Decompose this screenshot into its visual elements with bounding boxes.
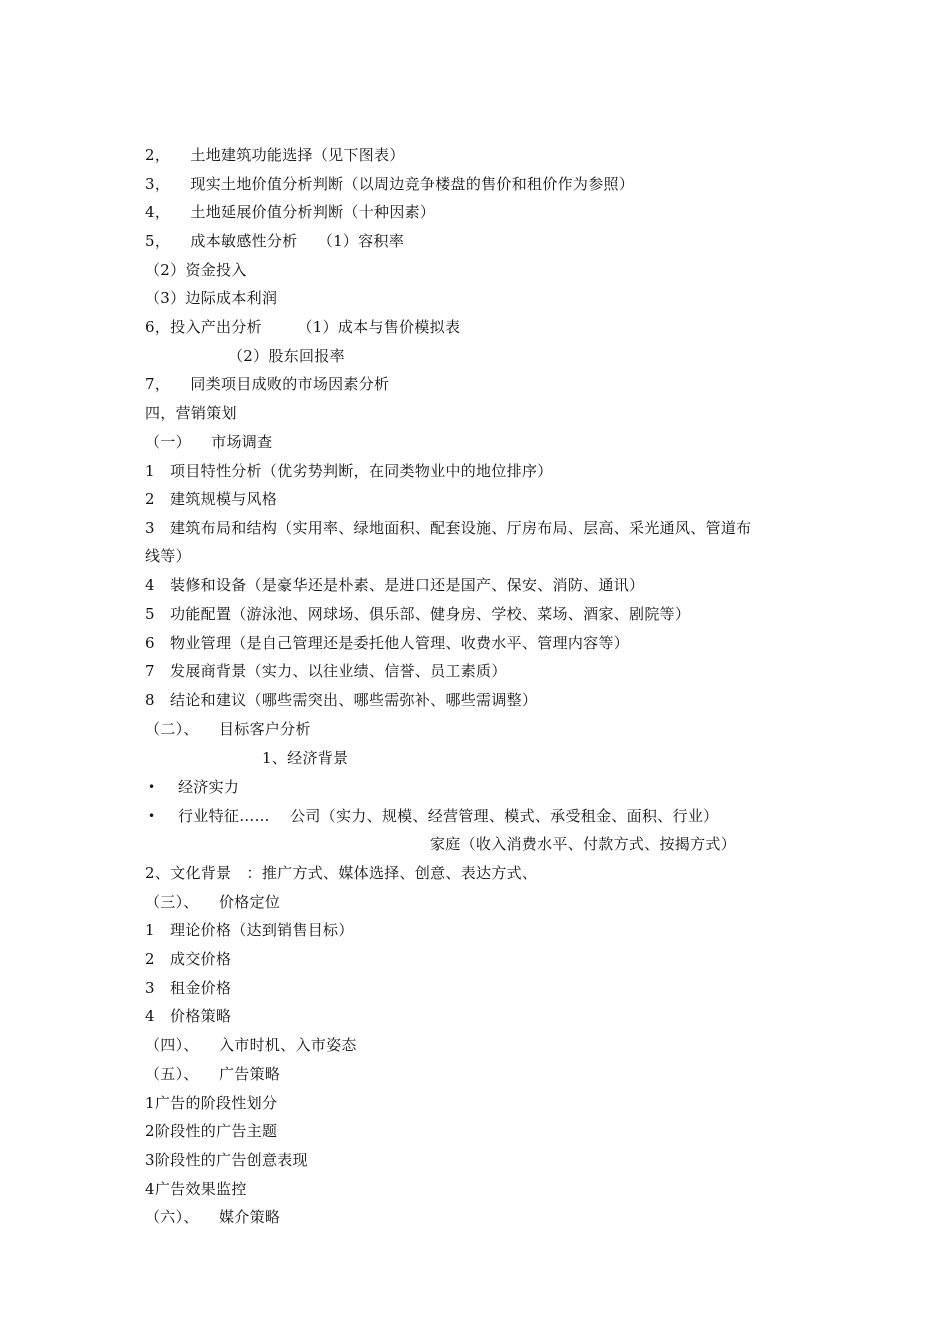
text-line: （2）股东回报率: [228, 347, 345, 365]
text-line: 3 建筑布局和结构（实用率、绿地面积、配套设施、厅房布局、层高、采光通风、管道布: [145, 519, 752, 537]
text-line: 7 发展商背景（实力、以往业绩、信誉、员工素质）: [145, 662, 507, 680]
text-line: 4 价格策略: [145, 1007, 232, 1025]
text-line: 6 物业管理（是自己管理还是委托他人管理、收费水平、管理内容等）: [145, 634, 630, 652]
text-line: （3）边际成本利润: [145, 289, 278, 307]
text-line: 3， 现实土地价值分析判断（以周边竞争楼盘的售价和租价作为参照）: [145, 175, 635, 193]
text-line: 1广告的阶段性划分: [145, 1094, 278, 1112]
subsection-heading: （一） 市场调查: [145, 433, 273, 451]
text-line: 1 理论价格（达到销售目标）: [145, 921, 354, 939]
text-line: 7， 同类项目成败的市场因素分析: [145, 375, 390, 393]
text-line: 8 结论和建议（哪些需突出、哪些需弥补、哪些需调整）: [145, 691, 538, 709]
bullet-icon: •: [148, 780, 156, 794]
subsection-heading: （四）、 入市时机、入市姿态: [145, 1036, 357, 1054]
text-line: 3 租金价格: [145, 979, 232, 997]
text-line: 行业特征…… 公司（实力、规模、经营管理、模式、承受租金、面积、行业）: [178, 807, 719, 825]
text-line: 1 项目特性分析（优劣势判断，在同类物业中的地位排序）: [145, 462, 553, 480]
text-line: 1、经济背景: [262, 749, 349, 767]
text-line: 家庭（收入消费水平、付款方式、按揭方式）: [430, 835, 737, 853]
subsection-heading: （二）、 目标客户分析: [145, 720, 311, 738]
text-line: 3阶段性的广告创意表现: [145, 1151, 308, 1169]
text-line: 2， 土地建筑功能选择（见下图表）: [145, 146, 405, 164]
text-line: 2 成交价格: [145, 950, 232, 968]
text-line: 4， 土地延展价值分析判断（十种因素）: [145, 203, 436, 221]
text-line: 2、文化背景 ：推广方式、媒体选择、创意、表达方式、: [145, 864, 538, 882]
text-line: 5 功能配置（游泳池、网球场、俱乐部、健身房、学校、菜场、酒家、剧院等）: [145, 605, 691, 623]
text-line: 6，投入产出分析 （1）成本与售价模拟表: [145, 318, 461, 336]
subsection-heading: （三）、 价格定位: [145, 893, 281, 911]
subsection-heading: （五）、 广告策略: [145, 1065, 281, 1083]
text-line: 5， 成本敏感性分析 （1）容积率: [145, 232, 405, 250]
text-line: 4 装修和设备（是豪华还是朴素、是进口还是国产、保安、消防、通讯）: [145, 576, 645, 594]
text-line: 经济实力: [178, 778, 240, 796]
text-line: 2 建筑规模与风格: [145, 490, 278, 508]
section-heading: 四，营销策划: [145, 404, 237, 422]
subsection-heading: （六）、 媒介策略: [145, 1208, 281, 1226]
text-line: 线等）: [145, 547, 191, 565]
text-line: 2阶段性的广告主题: [145, 1122, 278, 1140]
text-line: 4广告效果监控: [145, 1180, 247, 1198]
bullet-icon: •: [148, 809, 156, 823]
text-line: （2）资金投入: [145, 261, 247, 279]
